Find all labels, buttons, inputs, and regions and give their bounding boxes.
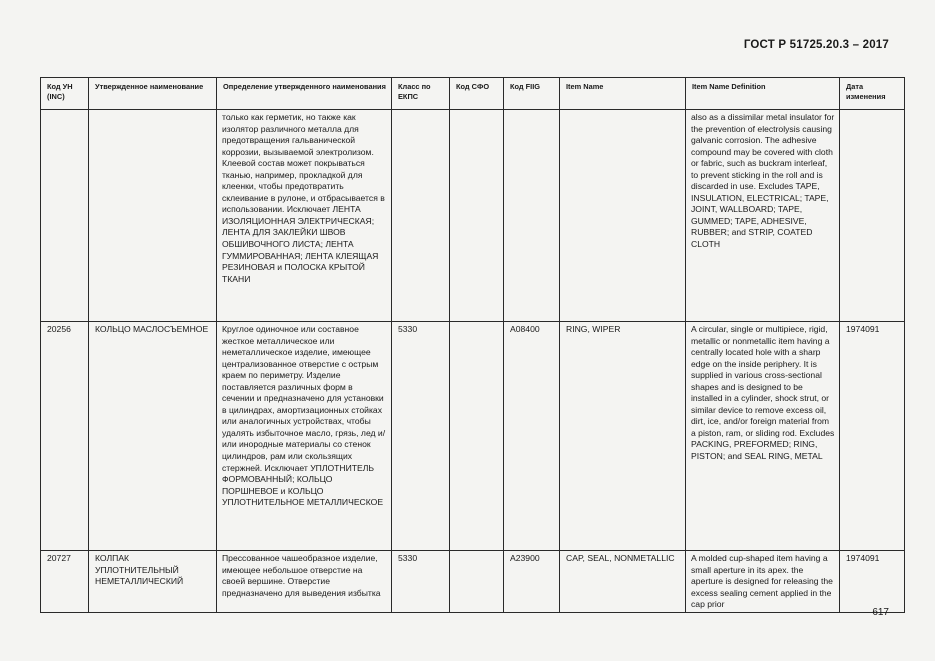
column-header-change-date: Дата изменения (840, 78, 905, 110)
column-header-item-definition: Item Name Definition (686, 78, 840, 110)
cell-item-definition: A molded cup-shaped item having a small aperture in its apex. the aperture is designed for releasing the excess sealing cement applied in the cap prior (686, 551, 840, 613)
cell-item-definition: A circular, single or multipiece, rigid, metallic or nonmetallic item having a centrally located hole with a sharp edge on the inside periphery. It is supplied in various cross-sectional shapes and is designed to be installed in a cylinder, shock strut, or similar device to remove excess oil, dirt, ice, and/or foreign material from a piston, ram, or sliding rod. Excludes PACKING, PREFORMED; RING, PISTON; and SEAL RING, METAL (686, 322, 840, 551)
cell-inc (41, 110, 89, 322)
cell-definition: Прессованное чашеобразное изделие, имеющее небольшое отверстие на своей вершине. Отверстие предназначено для выведения избытка (217, 551, 392, 613)
column-header-sfo-code: Код СФО (450, 78, 504, 110)
cell-sfo-code (450, 551, 504, 613)
column-header-fiig-code: Код FIIG (504, 78, 560, 110)
column-header-approved-name: Утвержденное наименование (89, 78, 217, 110)
cell-ekps-class: 5330 (392, 322, 450, 551)
column-header-item-name: Item Name (560, 78, 686, 110)
cell-approved-name: КОЛЬЦО МАСЛОСЪЕМНОЕ (89, 322, 217, 551)
cell-approved-name (89, 110, 217, 322)
column-header-inc: Код УН (INC) (41, 78, 89, 110)
cell-fiig-code (504, 110, 560, 322)
cell-inc: 20727 (41, 551, 89, 613)
column-header-ekps-class: Класс по ЕКПС (392, 78, 450, 110)
cell-sfo-code (450, 110, 504, 322)
cell-ekps-class (392, 110, 450, 322)
cell-item-definition: also as a dissimilar metal insulator for the prevention of electrolysis causing galvanic corrosion. The adhesive compound may be covered with cloth or fabric, such as buckram interleaf, to prevent sticking in the roll and is discarded in use. Excludes TAPE, INSULATION, ELECTRICAL; TAPE, JOINT, WALLBOARD; TAPE, GUMMED; TAPE, ADHESIVE, RUBBER; and STRIP, COATED CLOTH (686, 110, 840, 322)
cell-change-date: 1974091 (840, 551, 905, 613)
cell-item-name (560, 110, 686, 322)
column-header-definition: Определение утвержденного наименования (217, 78, 392, 110)
page-number: 617 (872, 607, 889, 618)
table-row (41, 551, 905, 613)
cell-item-name: CAP, SEAL, NONMETALLIC (560, 551, 686, 613)
cell-change-date (840, 110, 905, 322)
cell-inc: 20256 (41, 322, 89, 551)
cell-fiig-code: A08400 (504, 322, 560, 551)
cell-item-name: RING, WIPER (560, 322, 686, 551)
table-row (41, 322, 905, 551)
cell-sfo-code (450, 322, 504, 551)
document-title: ГОСТ Р 51725.20.3 – 2017 (743, 39, 889, 51)
cell-ekps-class: 5330 (392, 551, 450, 613)
cell-approved-name: КОЛПАК УПЛОТНИТЕЛЬНЫЙ НЕМЕТАЛЛИЧЕСКИЙ (89, 551, 217, 613)
table-row (41, 110, 905, 322)
cell-definition: только как герметик, но также как изолятор различного металла для предотвращения гальванической коррозии, вызываемой электролизом. Клеевой состав может покрываться тканью, например, прокладкой для клеенки, чтобы предотвратить склеивание в рулоне, и отбрасывается в использовании. Исключает ЛЕНТА ИЗОЛЯЦИОННАЯ ЭЛЕКТРИЧЕСКАЯ; ЛЕНТА ДЛЯ ЗАКЛЕЙКИ ШВОВ ОБШИВОЧНОГО ЛИСТА; ЛЕНТА ГУММИРОВАННАЯ; ЛЕНТА КЛЕЯЩАЯ РЕЗИНОВАЯ и ПОЛОСКА КРЫТОЙ ТКАНИ (217, 110, 392, 322)
cell-fiig-code: A23900 (504, 551, 560, 613)
cell-change-date: 1974091 (840, 322, 905, 551)
catalog-table (40, 77, 905, 613)
cell-definition: Круглое одиночное или составное жесткое металлическое или неметаллическое изделие, имеющее централизованное отверстие с острым краем по периметру. Изделие поставляется различных форм в сечении и предназначено для установки в цилиндрах, амортизационных стойках или аналогичных устройствах, чтобы удалять избыточное масло, грязь, лед и/или инородные материалы со стенок цилиндров, рам или скользящих стержней. Исключает УПЛОТНИТЕЛЬ ФОРМОВАННЫЙ; КОЛЬЦО ПОРШНЕВОЕ и КОЛЬЦО УПЛОТНИТЕЛЬНОЕ МЕТАЛЛИЧЕСКОЕ (217, 322, 392, 551)
table-header-row (41, 78, 905, 110)
